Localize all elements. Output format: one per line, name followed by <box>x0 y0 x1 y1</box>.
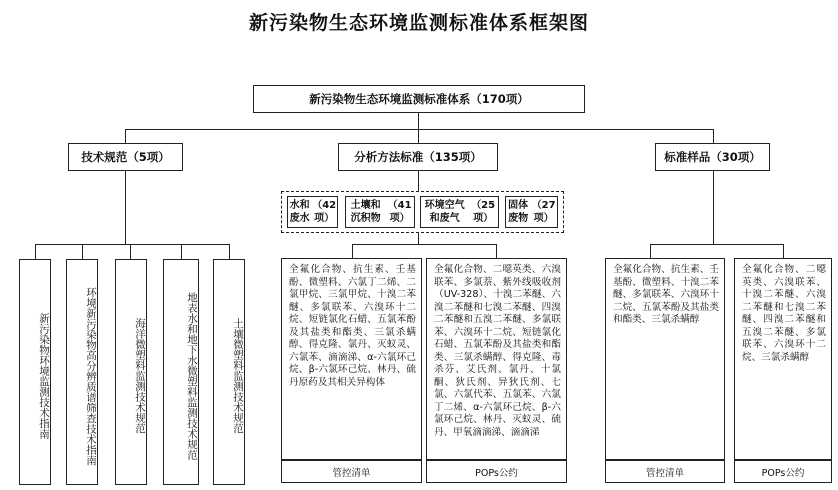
connector <box>35 244 230 245</box>
root-node: 新污染物生态环境监测标准体系（170项） <box>253 85 585 113</box>
method-list-control: 全氟化合物、抗生素、壬基酚、微塑料、六氯丁二烯、二氯甲烷、三氯甲烷、十溴二苯醚、多氯联苯、六溴环十二烷、短链氯化石蜡、五氯苯酚及其盐类和酯类、三氯杀螨醇、得克隆、氯丹、灭蚁灵、六氯苯、滴滴涕、α-六氯环己烷、β-六氯环己烷、林丹、硫丹原药及其相关异构体 <box>281 258 422 460</box>
method-list-control-footer: 管控清单 <box>281 460 422 483</box>
group-name: 环境空气和废气 <box>424 200 465 224</box>
connector <box>130 244 131 259</box>
sample-list-control: 全氟化合物、抗生素、壬基酚、微塑料、十溴二苯醚、多氯联苯、六溴环十二烷、五氯苯酚及其盐类和酯类、三氯杀螨醇 <box>605 258 725 460</box>
connector <box>125 129 713 130</box>
branch-analysis-method: 分析方法标准（135项） <box>338 143 498 171</box>
method-group-solid-waste <box>505 196 558 228</box>
tech-item: 土壤微塑料监测技术规范 <box>213 259 245 485</box>
connector <box>352 244 497 245</box>
group-name: 水和废水 <box>289 200 310 224</box>
connector <box>35 244 36 259</box>
method-group-water <box>287 196 338 228</box>
sample-list-pops: 全氟化合物、二噁英类、六溴联苯、十溴二苯醚、六溴二苯醚和七溴二苯醚、四溴二苯醚和五溴二苯醚、多氯联苯、六溴环十二烷、三氯杀螨醇 <box>734 258 832 460</box>
tech-item: 地表水和地下水微塑料监测技术规范 <box>163 259 199 485</box>
connector <box>82 244 83 259</box>
group-count: （27项） <box>531 200 556 224</box>
connector <box>783 244 784 258</box>
group-count: （25项） <box>471 200 496 224</box>
connector <box>418 171 419 191</box>
connector <box>181 244 182 259</box>
diagram-title: 新污染物生态环境监测标准体系框架图 <box>248 12 589 34</box>
connector <box>418 129 419 143</box>
connector <box>418 233 419 244</box>
connector <box>650 244 784 245</box>
connector <box>713 171 714 244</box>
connector <box>650 244 651 258</box>
connector <box>125 171 126 244</box>
branch-tech-spec: 技术规范（5项） <box>68 143 183 171</box>
sample-list-control-footer: 管控清单 <box>605 460 725 483</box>
sample-list-pops-footer: POPs公约 <box>734 460 832 483</box>
tech-item: 新污染物环境监测技术指南 <box>19 259 51 485</box>
method-list-pops-footer: POPs公约 <box>426 460 567 483</box>
branch-reference-sample: 标准样品（30项） <box>655 143 770 171</box>
connector <box>418 113 419 129</box>
connector <box>496 244 497 258</box>
connector <box>229 244 230 259</box>
group-name: 固体废物 <box>508 200 529 224</box>
tech-item: 海洋微塑料监测技术规范 <box>115 259 147 485</box>
tech-item: 环境新污染物高分辨质谱筛查技术指南 <box>66 259 98 485</box>
group-count: （41项） <box>387 200 412 224</box>
group-count: （42项） <box>312 200 337 224</box>
method-group-air <box>420 196 499 228</box>
connector <box>352 244 353 258</box>
connector <box>713 129 714 143</box>
method-group-soil <box>345 196 415 228</box>
method-list-pops: 全氟化合物、二噁英类、六溴联苯、多氯萘、紫外线吸收剂（UV-328）、十溴二苯醚、六溴二苯醚和七溴二苯醚、四溴二苯醚和五溴二苯醚、多氯联苯、六溴环十二烷、短链氯化石蜡、五氯苯酚及其盐类和酯类、三氯杀螨醇、得克隆、毒杀芬、艾氏剂、氯丹、十氯酮、狄氏剂、异狄氏剂、七氯、六氯代苯、五氯苯、六氯丁二烯、α-六氯环己烷、β-六氯环己烷、林丹、灭蚁灵、硫丹、甲氧滴滴涕、滴滴涕 <box>426 258 567 460</box>
group-name: 土壤和沉积物 <box>350 200 381 224</box>
connector <box>125 129 126 143</box>
